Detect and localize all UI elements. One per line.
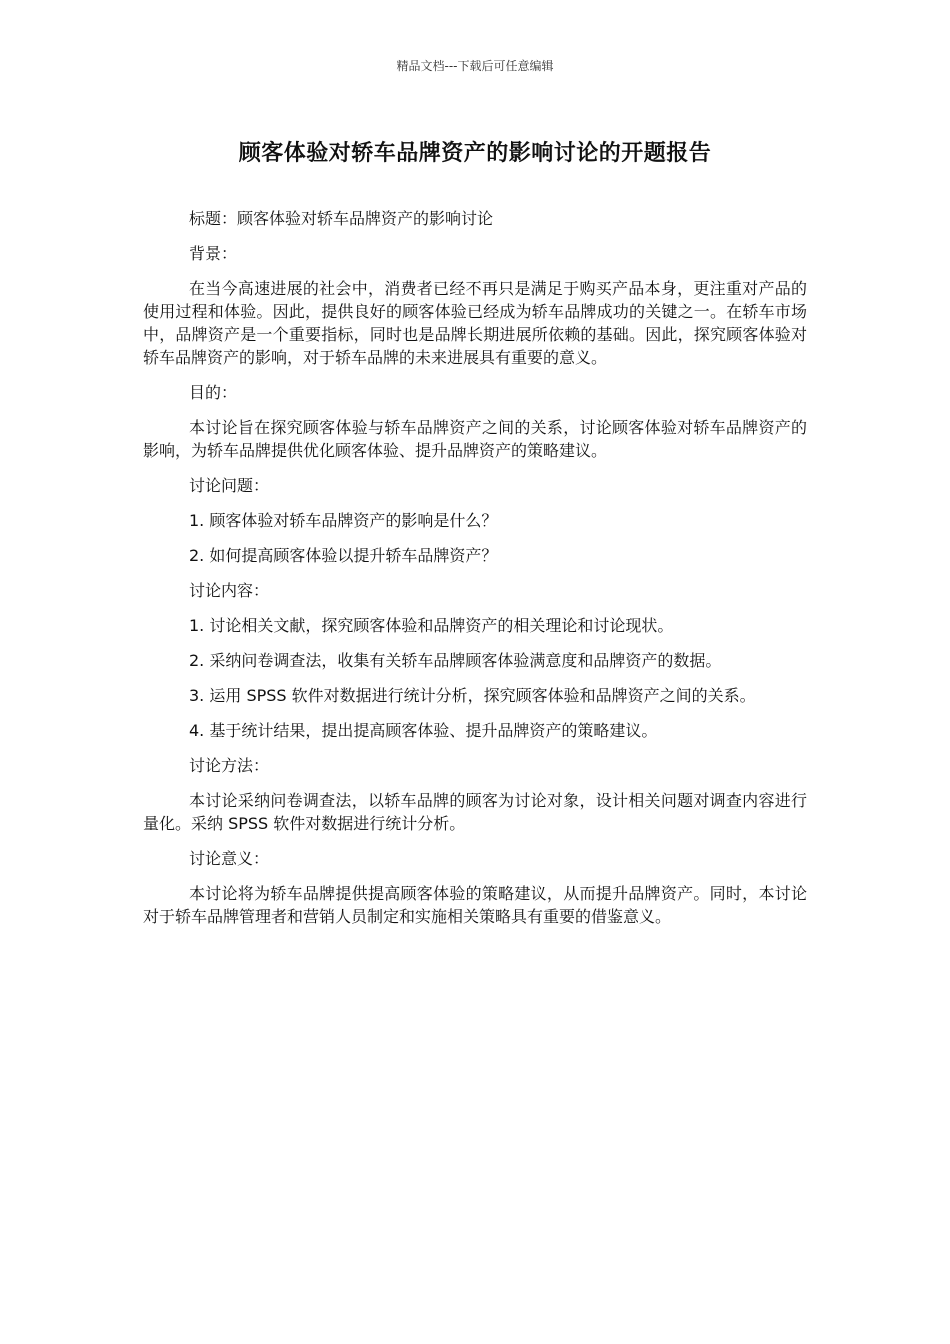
section-heading-significance: 讨论意义： <box>189 849 270 868</box>
question-item: 2. 如何提高顾客体验以提升轿车品牌资产？ <box>189 546 498 565</box>
section-heading-purpose: 目的： <box>189 383 238 402</box>
document-body <box>143 207 807 940</box>
content-item: 4. 基于统计结果，提出提高顾客体验、提升品牌资产的策略建议。 <box>189 721 658 740</box>
content-item: 2. 采纳问卷调查法，收集有关轿车品牌顾客体验满意度和品牌资产的数据。 <box>189 651 722 670</box>
section-heading-background: 背景： <box>189 244 238 263</box>
purpose-paragraph: 本讨论旨在探究顾客体验与轿车品牌资产之间的关系，讨论顾客体验对轿车品牌资产的影响，为轿车品牌提供优化顾客体验、提升品牌资产的策略建议。 <box>143 418 807 460</box>
background-paragraph: 在当今高速进展的社会中，消费者已经不再只是满足于购买产品本身，更注重对产品的使用过程和体验。因此，提供良好的顾客体验已经成为轿车品牌成功的关键之一。在轿车市场中，品牌资产是一个重要指标，同时也是品牌长期进展所依赖的基础。因此，探究顾客体验对轿车品牌资产的影响，对于轿车品牌的未来进展具有重要的意义。 <box>143 279 807 367</box>
document-title: 顾客体验对轿车品牌资产的影响讨论的开题报告 <box>238 141 712 166</box>
significance-paragraph: 本讨论将为轿车品牌提供提高顾客体验的策略建议，从而提升品牌资产。同时，本讨论对于轿车品牌管理者和营销人员制定和实施相关策略具有重要的借鉴意义。 <box>143 884 807 926</box>
title-line: 标题：顾客体验对轿车品牌资产的影响讨论 <box>189 209 494 228</box>
section-heading-content: 讨论内容： <box>189 581 270 600</box>
method-paragraph: 本讨论采纳问卷调查法，以轿车品牌的顾客为讨论对象，设计相关问题对调查内容进行量化。采纳 SPSS 软件对数据进行统计分析。 <box>143 791 807 833</box>
section-heading-method: 讨论方法： <box>189 756 270 775</box>
page-header: 精品文档---下载后可任意编辑 <box>396 59 554 73</box>
content-item: 3. 运用 SPSS 软件对数据进行统计分析，探究顾客体验和品牌资产之间的关系。 <box>189 686 756 705</box>
question-item: 1. 顾客体验对轿车品牌资产的影响是什么？ <box>189 511 498 530</box>
section-heading-questions: 讨论问题： <box>189 476 270 495</box>
content-item: 1. 讨论相关文献，探究顾客体验和品牌资产的相关理论和讨论现状。 <box>189 616 674 635</box>
